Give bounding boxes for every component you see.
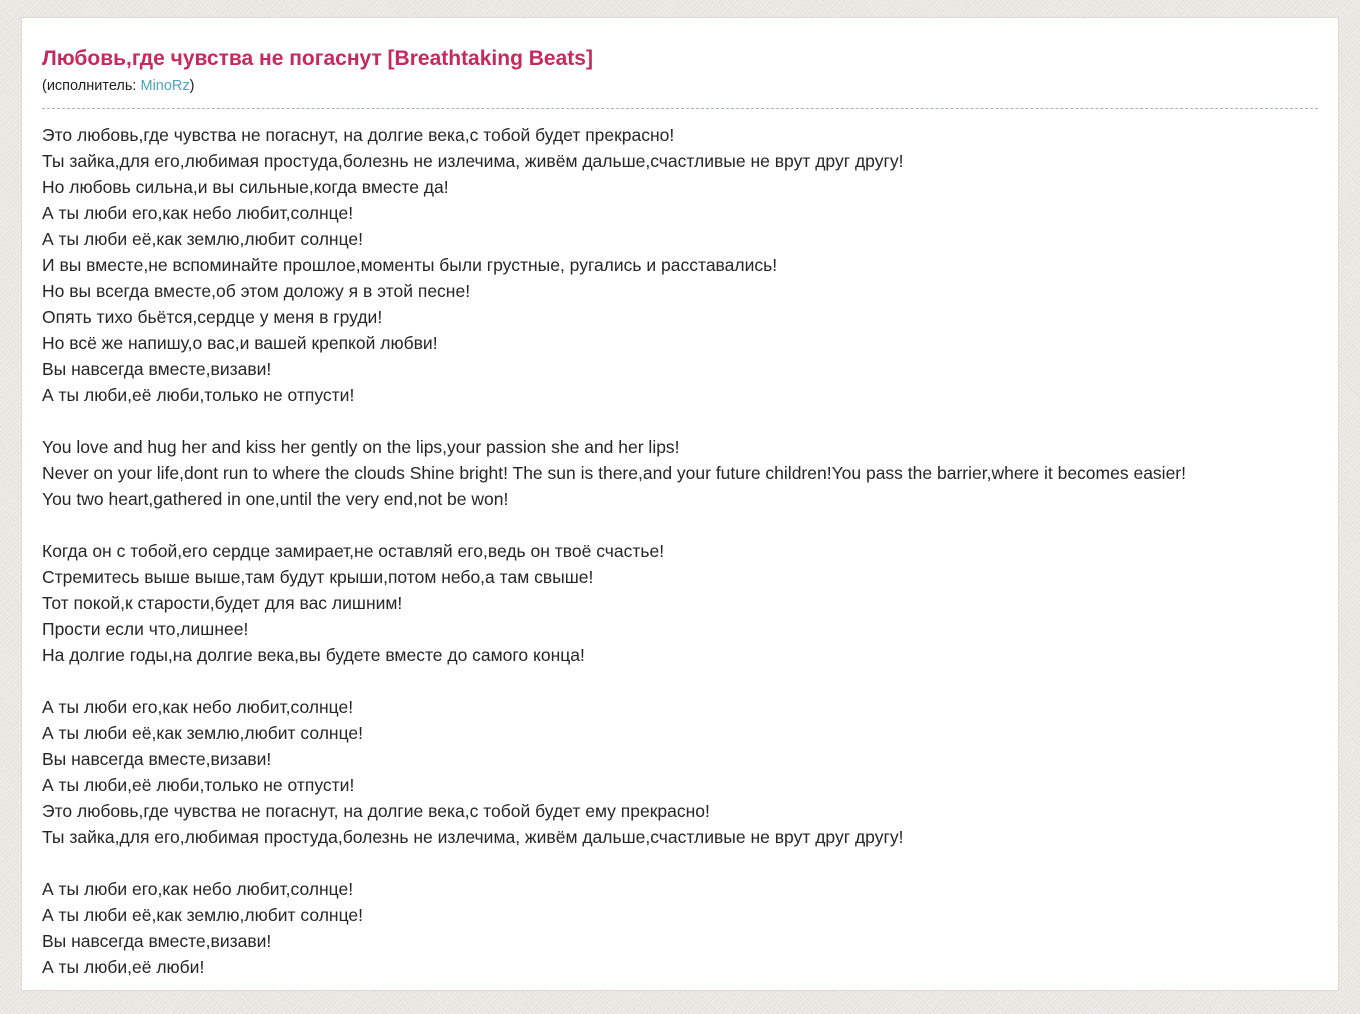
artist-label: (исполнитель: <box>42 78 141 94</box>
artist-link[interactable]: MinoRz <box>140 78 190 94</box>
lyric-line: Прости если что,лишнее! <box>42 619 249 639</box>
lyric-line: А ты люби его,как небо любит,солнце! <box>42 697 354 717</box>
lyric-line: Но любовь сильна,и вы сильные,когда вместе да! <box>42 177 449 197</box>
lyrics-card-inner <box>22 18 1338 980</box>
lyric-line: А ты люби её,как землю,любит солнце! <box>42 723 363 743</box>
stanza <box>42 694 1318 850</box>
lyric-line: You love and hug her and kiss her gently on the lips,your passion she and her lips! <box>42 437 680 457</box>
lyric-line: А ты люби его,как небо любит,солнце! <box>42 203 354 223</box>
lyric-line: И вы вместе,не вспоминайте прошлое,моменты были грустные, ругались и расставались! <box>42 255 778 275</box>
lyric-line: Но всё же напишу,о вас,и вашей крепкой любви! <box>42 333 438 353</box>
stanza <box>42 876 1318 980</box>
lyric-line: Стремитесь выше выше,там будут крыши,потом небо,а там свыше! <box>42 567 594 587</box>
lyrics-text <box>42 122 1318 980</box>
song-title: Любовь,где чувства не погаснут [Breathtaking Beats] <box>42 47 593 70</box>
lyric-line: А ты люби,её люби,только не отпусти! <box>42 385 355 405</box>
lyric-line: You two heart,gathered in one,until the very end,not be won! <box>42 489 509 509</box>
lyric-line: А ты люби её,как землю,любит солнце! <box>42 905 363 925</box>
lyric-line: Never on your life,dont run to where the clouds Shine bright! The sun is there,and your future children!You pass the barrier,where it becomes easier! <box>42 463 1186 483</box>
stanza <box>42 122 1318 408</box>
artist-line <box>42 76 1318 109</box>
lyric-line: Опять тихо бьётся,сердце у меня в груди! <box>42 307 383 327</box>
lyric-line: Это любовь,где чувства не погаснут, на долгие века,с тобой будет ему прекрасно! <box>42 801 710 821</box>
lyric-line: А ты люби,её люби,только не отпусти! <box>42 775 355 795</box>
lyric-line: Но вы всегда вместе,об этом доложу я в этой песне! <box>42 281 471 301</box>
stanza <box>42 434 1318 512</box>
lyric-line: Вы навсегда вместе,визави! <box>42 749 272 769</box>
lyric-line: Ты зайка,для его,любимая простуда,болезнь не излечима, живём дальше,счастливые не врут друг другу! <box>42 151 904 171</box>
lyric-line: Это любовь,где чувства не погаснут, на долгие века,с тобой будет прекрасно! <box>42 125 675 145</box>
lyric-line: На долгие годы,на долгие века,вы будете вместе до самого конца! <box>42 645 585 665</box>
lyric-line: А ты люби,её люби! <box>42 957 205 977</box>
lyric-line: Когда он с тобой,его сердце замирает,не оставляй его,ведь он твоё счастье! <box>42 541 665 561</box>
lyric-line: Вы навсегда вместе,визави! <box>42 931 272 951</box>
lyrics-card <box>21 17 1339 991</box>
lyric-line: А ты люби его,как небо любит,солнце! <box>42 879 354 899</box>
lyric-line: Тот покой,к старости,будет для вас лишним! <box>42 593 403 613</box>
stanza <box>42 538 1318 668</box>
lyric-line: А ты люби её,как землю,любит солнце! <box>42 229 363 249</box>
lyric-line: Вы навсегда вместе,визави! <box>42 359 272 379</box>
artist-close-paren: ) <box>189 78 195 94</box>
lyric-line: Ты зайка,для его,любимая простуда,болезнь не излечима, живём дальше,счастливые не врут друг другу! <box>42 827 904 847</box>
